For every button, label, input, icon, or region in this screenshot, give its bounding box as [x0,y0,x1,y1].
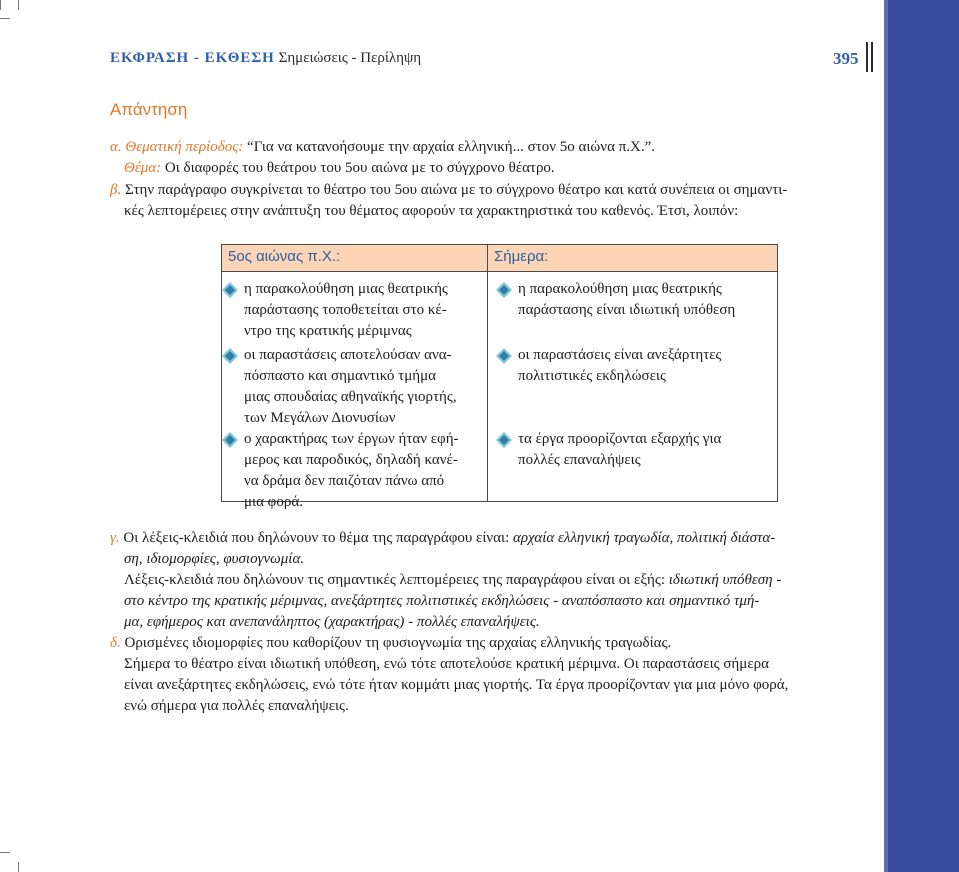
left-item [244,345,484,429]
gamma-keywords: αρχαία ελληνική τραγωδία, πολιτική διάστα- [512,530,776,546]
table-header-right [487,245,777,272]
right-item [518,429,773,471]
crop-mark [18,0,19,10]
left-item [244,429,484,513]
left-item-line: ο χαρακτήρας των έργων ήταν εφή- [244,431,459,447]
table-divider [487,272,488,501]
header-5th-century: 5ος αιώνας π.Χ.: [228,248,341,265]
crop-mark [0,18,10,19]
theme-text: Οι διαφορές του θεάτρου του 5ου αιώνα με το σύγχρονο θέατρο. [164,160,555,176]
section-subtitle: Σημειώσεις - Περίληψη [278,50,422,66]
left-item-line: να δράμα δεν παιζόταν πάνω από [244,473,445,489]
beta-label: β. [110,182,122,198]
header-today: Σήμερα: [494,248,549,265]
right-item-line: τα έργα προορίζονται εξαρχής για [518,431,722,447]
diamond-bullet-icon [222,348,238,364]
diamond-bullet-icon [496,282,512,298]
right-item [518,345,773,387]
comparison-table [221,244,778,510]
gamma-label: γ. [110,530,120,546]
delta-line: ενώ σήμερα για πολλές επαναλήψεις. [124,698,349,714]
alpha-label: α. [110,139,122,155]
beta-line1-text: Στην παράγραφο συγκρίνεται το θέατρο του 5ου αιώνα με το σύγχρονο θέατρο και κατά συνέπεια οι σημαντι- [124,182,788,198]
running-header [110,50,421,67]
right-item-line: οι παραστάσεις είναι ανεξάρτητες [518,347,722,363]
page-number-rule [866,42,868,72]
left-item-line: μερος και παροδικός, δηλαδή κανέ- [244,452,458,468]
diamond-bullet-icon [222,432,238,448]
right-item-line: πολιτιστικές εκδηλώσεις [518,368,666,384]
table-header-left [222,245,487,272]
section-title: ΕΚΦΡΑΣΗ - ΕΚΘΕΣΗ [110,50,275,66]
side-band-edge [884,0,888,872]
page-number: 395 [833,49,859,68]
delta-text: Ορισμένες ιδιομορφίες που καθορίζουν τη φυσιογνωμία της αρχαίας ελληνικής τραγωδίας. [124,635,672,651]
diamond-bullet-icon [496,348,512,364]
crop-mark [0,852,10,853]
right-item-line: παράστασης είναι ιδιωτική υπόθεση [518,302,736,318]
gamma-details-line [124,570,781,591]
delta-line: είναι ανεξάρτητες εκδηλώσεις, ενώ τότε ήταν κομμάτι μιας γιορτής. Τα έργα προορίζονταν για μια μόνο φορά, [124,677,789,693]
left-item-line: των Μεγάλων Διονυσίων [244,410,396,426]
right-item-line: πολλές επαναλήψεις [518,452,641,468]
right-item-line: η παρακολούθηση μιας θεατρικής [518,281,722,297]
answer-heading: Απάντηση [110,100,188,119]
answer-gamma-line1 [110,528,775,549]
theme-label: Θέμα: [124,160,162,176]
page-number-rule [871,42,873,72]
gamma-details-keywords: ιδιωτική υπόθεση - [668,572,782,588]
diamond-bullet-icon [222,282,238,298]
right-item [518,279,773,321]
gamma-details-cont: στο κέντρο της κρατικής μέριμνας, ανεξάρτητες πολιτιστικές εκδηλώσεις - αναπόσπαστο και σημαντικό τμή- [124,593,760,609]
crop-mark [0,0,1,10]
answer-alpha-line2 [124,158,555,179]
answer-beta-line2: κές λεπτομέρειες στην ανάπτυξη του θέματος αφορούν τα χαρακτηριστικά του καθενός. Έτσι, λοιπόν: [124,203,739,219]
left-item-line: οι παραστάσεις αποτελούσαν ανα- [244,347,452,363]
left-item-line: πόσπαστο και σημαντικό τμήμα [244,368,436,384]
gamma-keywords-cont: ση, ιδιομορφίες, φυσιογνωμία. [124,551,305,567]
gamma-details-cont: μα, εφήμερος και ανεπανάληπτος (χαρακτήρας) - πολλές επαναλήψεις. [124,614,540,630]
left-item-line: ντρο της κρατικής μέριμνας [244,323,412,339]
left-item-line: παράστασης τοποθετείται στο κέ- [244,302,447,318]
topic-period-label: Θεματική περίοδος: [125,139,244,155]
gamma-details-text: Λέξεις-κλειδιά που δηλώνουν τις σημαντικές λεπτομέρειες της παραγράφου είναι οι εξής: [124,572,665,588]
diamond-bullet-icon [496,432,512,448]
answer-delta-line1 [110,633,671,654]
delta-label: δ. [110,635,121,651]
left-item-line: η παρακολούθηση μιας θεατρικής [244,281,448,297]
delta-line: Σήμερα το θέατρο είναι ιδιωτική υπόθεση, ενώ τότε αποτελούσε κρατική μέριμνα. Οι παραστάσεις σήμερα [124,656,769,672]
left-item-line: μιας σπουδαίας αθηναϊκής γιορτής, [244,389,457,405]
left-item [244,279,484,342]
answer-beta-line1 [110,180,872,201]
crop-mark [18,862,19,872]
gamma-text: Οι λέξεις-κλειδιά που δηλώνουν το θέμα της παραγράφου είναι: [123,530,510,546]
answer-alpha-line1 [110,137,655,158]
topic-period-text: “Για να κατανοήσουμε την αρχαία ελληνική... στον 5ο αιώνα π.Χ.”. [247,139,656,155]
left-item-line: μια φορά. [244,494,303,510]
side-color-band [884,0,959,872]
